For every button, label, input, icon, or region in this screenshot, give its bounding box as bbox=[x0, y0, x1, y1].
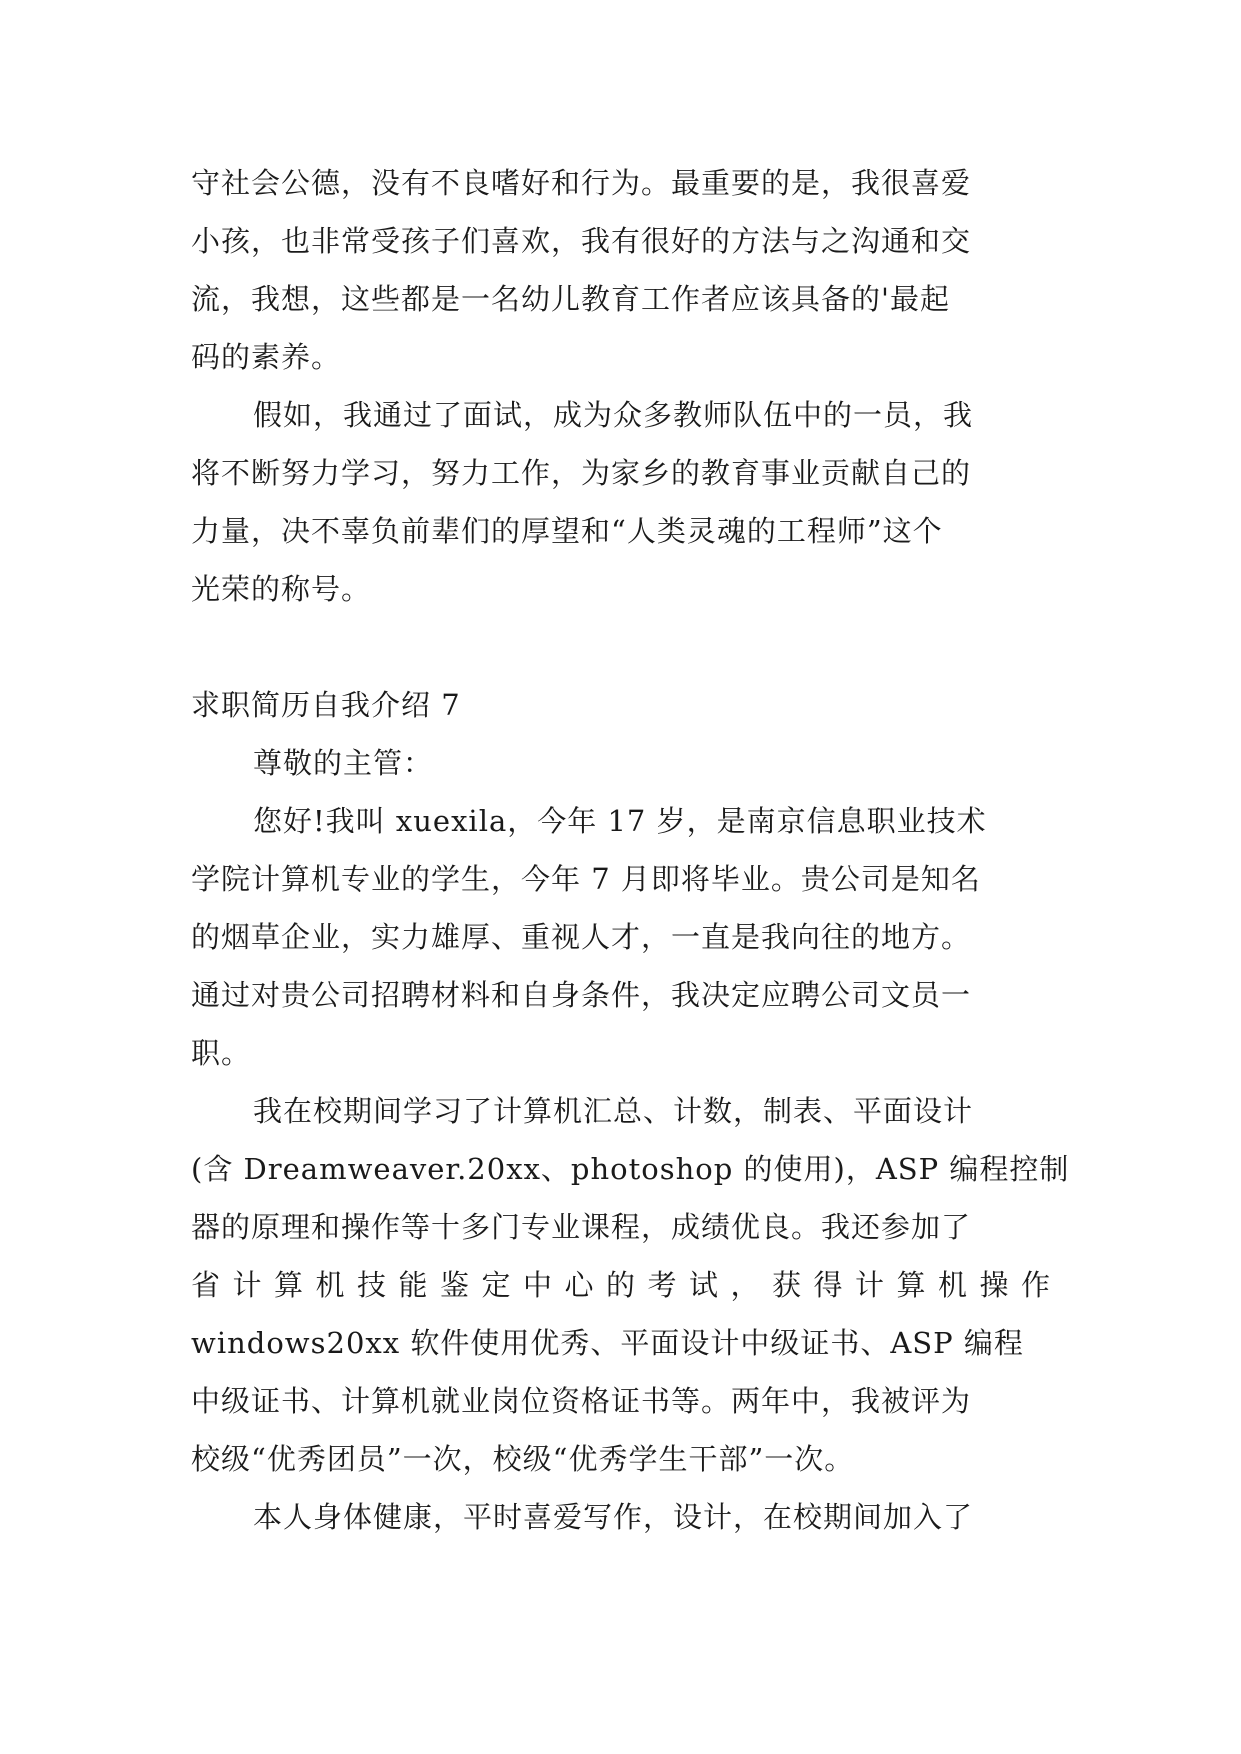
text-line: 校级“优秀团员”一次，校级“优秀学生干部”一次。 bbox=[191, 1442, 855, 1476]
document-body bbox=[191, 154, 1070, 1546]
text-line: windows20xx 软件使用优秀、平面设计中级证书、ASP 编程 bbox=[191, 1326, 1024, 1360]
blank-line bbox=[191, 618, 1051, 676]
text-line: 假如，我通过了面试，成为众多教师队伍中的一员，我 bbox=[253, 398, 974, 432]
text-line: 小孩，也非常受孩子们喜欢，我有很好的方法与之沟通和交 bbox=[191, 224, 972, 258]
text-line: 将不断努力学习，努力工作，为家乡的教育事业贡献自己的 bbox=[191, 456, 972, 490]
text-line: 省计算机技能鉴定中心的考试，获得计算机操作 bbox=[191, 1268, 1051, 1302]
text-line: 的烟草企业，实力雄厚、重视人才，一直是我向往的地方。 bbox=[191, 920, 972, 954]
text-line: 中级证书、计算机就业岗位资格证书等。两年中，我被评为 bbox=[191, 1384, 972, 1418]
text-line: 您好!我叫 xuexila，今年 17 岁，是南京信息职业技术 bbox=[253, 804, 987, 838]
text-line: 流，我想，这些都是一名幼儿教育工作者应该具备的'最起 bbox=[191, 282, 950, 316]
text-line: 力量，决不辜负前辈们的厚望和“人类灵魂的工程师”这个 bbox=[191, 514, 943, 548]
text-line: 通过对贵公司招聘材料和自身条件，我决定应聘公司文员一 bbox=[191, 978, 972, 1012]
section-heading: 求职简历自我介绍 7 bbox=[191, 688, 461, 722]
text-line: 职。 bbox=[191, 1036, 252, 1070]
text-line: 本人身体健康，平时喜爱写作，设计，在校期间加入了 bbox=[253, 1500, 974, 1534]
text-line: 码的素养。 bbox=[191, 340, 342, 374]
salutation: 尊敬的主管： bbox=[253, 746, 434, 780]
text-line: 学院计算机专业的学生，今年 7 月即将毕业。贵公司是知名 bbox=[191, 862, 981, 896]
text-line: 光荣的称号。 bbox=[191, 572, 372, 606]
text-line: 我在校期间学习了计算机汇总、计数，制表、平面设计 bbox=[253, 1094, 974, 1128]
text-line: 器的原理和操作等十多门专业课程，成绩优良。我还参加了 bbox=[191, 1210, 972, 1244]
text-line: 守社会公德，没有不良嗜好和行为。最重要的是，我很喜爱 bbox=[191, 166, 972, 200]
text-line: (含 Dreamweaver.20xx、photoshop 的使用)，ASP 编程控制 bbox=[191, 1152, 1070, 1186]
